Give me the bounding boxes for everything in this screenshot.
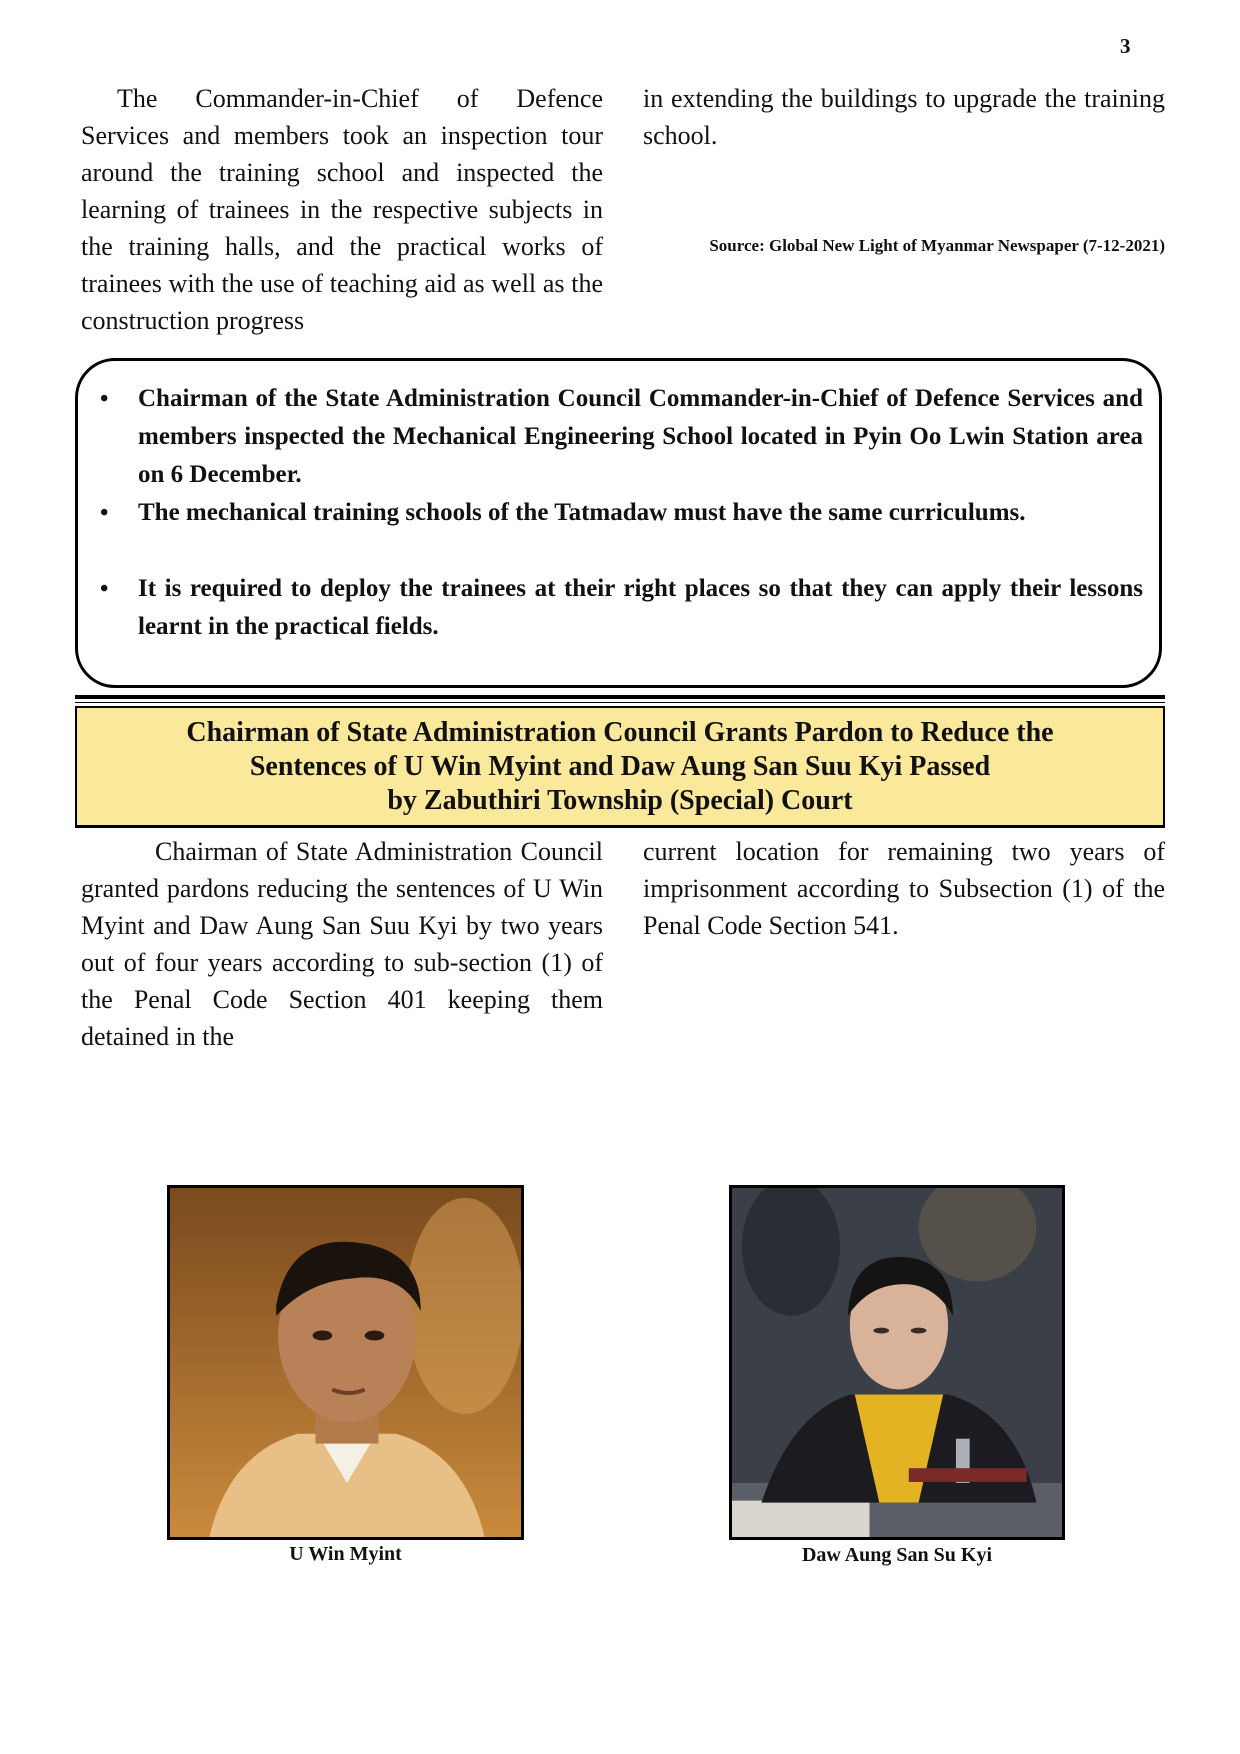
article-2-paragraph-part1: Chairman of State Administration Council granted pardons reducing the sentences of U Win Myint and Daw Aung San Suu Kyi by two years out of four years according to sub-section (1) of the Penal Code Section 401 keeping them detained in the (81, 837, 603, 1051)
headline (186, 716, 1053, 818)
article-1-right-column (643, 80, 1165, 154)
page-number: 3 (1120, 34, 1131, 58)
portrait-photo-left (167, 1185, 524, 1540)
article-2-right-column (643, 833, 1165, 944)
highlight-item: • It is required to deploy the trainees at their right places so that they can apply their lessons learnt in the practical fields. (138, 570, 1143, 646)
highlights-box (75, 358, 1162, 688)
headline-line: Sentences of U Win Myint and Daw Aung San Suu Kyi Passed (249, 750, 991, 782)
section-divider (75, 695, 1165, 699)
article-1-paragraph-part2: in extending the buildings to upgrade the training school. (643, 84, 1165, 150)
photo-caption-left: U Win Myint (289, 1543, 402, 1565)
article-1-left-column (81, 80, 603, 339)
highlight-item: • The mechanical training schools of the Tatmadaw must have the same curriculums. (138, 494, 1143, 532)
section-divider (75, 702, 1165, 703)
article-1-paragraph-part1: The Commander-in-Chief of Defence Services and members took an inspection tour around the training school and inspected the learning of trainees in the respective subjects in the training halls, and the practical works of trainees with the use of teaching aid as well as the construction progress (81, 84, 603, 335)
headline-line: by Zabuthiri Township (Special) Court (387, 784, 853, 816)
portrait-illustration (732, 1188, 1062, 1537)
highlight-item: • Chairman of the State Administration Council Commander-in-Chief of Defence Services and members inspected the Mechanical Engineering School located in Pyin Oo Lwin Station area on 6 December. (138, 380, 1143, 494)
article-2-paragraph-part2: current location for remaining two years of imprisonment according to Subsection (1) of the Penal Code Section 541. (643, 837, 1165, 940)
headline-banner (75, 706, 1165, 827)
portrait-illustration (170, 1188, 521, 1537)
photo-caption-right: Daw Aung San Su Kyi (801, 1544, 993, 1566)
headline-line: Chairman of State Administration Council Grants Pardon to Reduce the (186, 716, 1054, 748)
source-credit: Source: Global New Light of Myanmar Newspaper (7-12-2021) (709, 236, 1165, 255)
section-divider (75, 827, 1165, 828)
article-2-left-column (81, 833, 603, 1055)
portrait-photo-right (729, 1185, 1065, 1540)
